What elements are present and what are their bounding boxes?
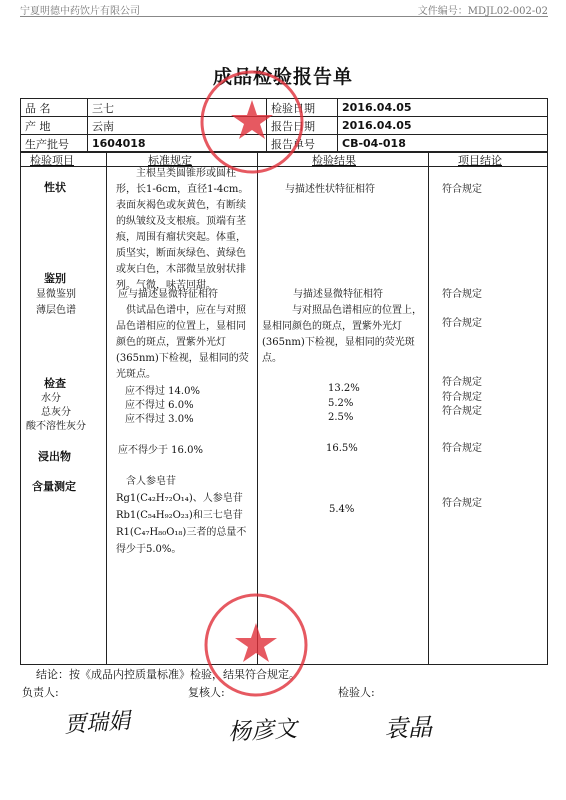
conclusion-water: 符合规定	[442, 377, 482, 388]
item-identify: 鉴别	[44, 272, 66, 285]
standard-tlc: 供试品色谱中，应在与对照品色谱相应的位置上，显相同颜色的斑点，置紫外光灯(365nm)下检视，显相同的荧光斑点。	[116, 305, 249, 380]
item-tlc: 薄层色谱	[36, 305, 76, 316]
result-microscopy: 与描述显微特征相符	[293, 289, 383, 300]
batch-label: 生产批号	[21, 135, 88, 153]
conclusion-assay: 符合规定	[442, 498, 482, 509]
conclusion-extract: 符合规定	[442, 443, 482, 454]
company-seal-top	[196, 66, 308, 178]
item-microscopy: 显微鉴别	[36, 289, 76, 300]
column-divider	[428, 151, 429, 665]
company-seal-bottom	[198, 590, 314, 700]
standard-extract: 应不得少于 16.0%	[118, 445, 203, 456]
result-acid-ash: 2.5%	[328, 412, 354, 423]
reviewer-signature: 杨彦文	[227, 716, 298, 746]
item-water: 水分	[41, 393, 61, 404]
report-date: 2016.04.05	[338, 117, 548, 135]
item-extract: 浸出物	[38, 450, 71, 463]
result-tlc: 与对照品色谱相应的位置上，显相同颜色的斑点，置紫外光灯(365nm)下检视，显相同的荧光斑点。	[262, 305, 422, 364]
standard-water: 应不得过 14.0%	[125, 386, 200, 397]
conclusion-acid-ash: 符合规定	[442, 406, 482, 417]
product-name: 三七	[88, 99, 267, 117]
responsible-label: 负责人:	[22, 686, 59, 699]
item-acid-ash: 酸不溶性灰分	[26, 421, 86, 432]
column-header-item: 检验项目	[30, 154, 74, 167]
standard-microscopy: 应与描述显微特征相符	[118, 289, 218, 300]
result-total-ash: 5.2%	[328, 398, 354, 409]
inspector-label: 检验人:	[338, 686, 375, 699]
report-number-label: 报告单号	[267, 135, 338, 153]
item-check: 检查	[44, 377, 66, 390]
test-date: 2016.04.05	[338, 99, 548, 117]
result-assay: 5.4%	[329, 504, 355, 515]
column-header-conclusion: 项目结论	[458, 154, 502, 167]
report-number: CB-04-018	[338, 135, 548, 153]
standard-assay: 含人参皂苷Rg1(C₄₂H₇₂O₁₄)、人参皂苷Rb1(C₅₄H₉₂O₂₃)和三七皂苷R1(C₄₇H₈₀O₁₈)三者的总量不得少于5.0%。	[116, 476, 247, 555]
report-date-label: 报告日期	[267, 117, 338, 135]
standard-acid-ash: 应不得过 3.0%	[125, 414, 194, 425]
responsible-signature: 贾瑞娟	[63, 708, 131, 739]
item-assay: 含量测定	[32, 480, 76, 493]
test-date-label: 检验日期	[267, 99, 338, 117]
column-header-standard: 标准规定	[148, 154, 192, 167]
page-title: 成品检验报告单	[212, 66, 353, 88]
origin-label: 产 地	[21, 117, 88, 135]
batch-number: 1604018	[88, 135, 267, 153]
inspector-signature: 袁晶	[383, 713, 433, 743]
result-water: 13.2%	[328, 383, 360, 394]
standard-trait: 主根呈类圆锥形或圆柱形，长1-6cm，直径1-4cm。表面灰褐色或灰黄色，有断续的纵皱纹及支根痕。顶端有茎痕，周围有瘤状突起。体重，质坚实，断面灰绿色、黄绿色或灰白色，木部微呈放射状排列。气微，味苦回甜。	[116, 168, 249, 291]
reviewer-label: 复核人:	[188, 686, 225, 699]
name-label: 品 名	[21, 99, 88, 117]
document-number: 文件编号：MDJL02-002-02	[417, 6, 548, 17]
column-header-result: 检验结果	[312, 154, 356, 167]
header-divider	[20, 16, 548, 17]
result-extract: 16.5%	[326, 443, 358, 454]
standard-total-ash: 应不得过 6.0%	[125, 400, 194, 411]
conclusion-trait: 符合规定	[442, 184, 482, 195]
conclusion-total-ash: 符合规定	[442, 392, 482, 403]
item-total-ash: 总灰分	[41, 407, 71, 418]
company-header: 宁夏明德中药饮片有限公司	[20, 6, 140, 17]
column-divider	[106, 151, 107, 665]
result-trait: 与描述性状特征相符	[285, 184, 375, 195]
conclusion-tlc: 符合规定	[442, 318, 482, 329]
item-trait: 性状	[44, 181, 66, 194]
origin: 云南	[88, 117, 267, 135]
overall-conclusion: 结论：按《成品内控质量标准》检验，结果符合规定。	[36, 668, 300, 681]
conclusion-microscopy: 符合规定	[442, 289, 482, 300]
column-divider	[257, 151, 258, 665]
